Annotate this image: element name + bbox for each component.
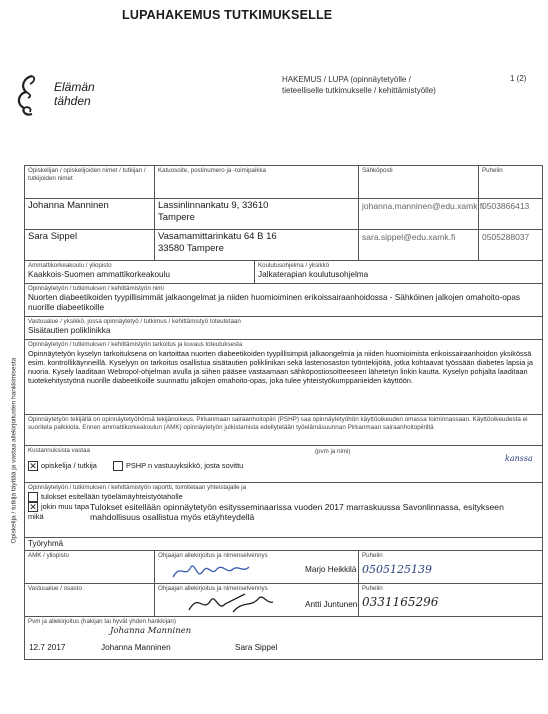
costs-student-checkbox[interactable]: ✕ bbox=[29, 460, 37, 471]
amk-supervisor-phone[interactable]: 0505125139 bbox=[362, 562, 433, 576]
rights-row bbox=[25, 415, 543, 446]
unit-value[interactable]: Sisätautien poliklinikka bbox=[28, 325, 111, 335]
unit-signature-label: Ohjaajan allekirjoitus ja nimenselvennys bbox=[158, 585, 268, 592]
applicant-city[interactable]: 33580 Tampere bbox=[158, 243, 224, 254]
thesis-title-row bbox=[25, 284, 543, 317]
costs-pshp-label: PSHP n vastuuyksikkö, josta sovittu bbox=[125, 460, 244, 470]
report-results-checkbox[interactable] bbox=[28, 492, 38, 502]
rights-text: Opinnäytetyön tekijällä on opinnäytetyöhönsä tekijänoikeus. Pirkanmaan sairaanhoitopiiri (PSHP) saa opinnäytetyöhön käyttöoikeuden omassa toiminnassaan. Käyttöoikeudesta ei suoriteta palkkiota. Ennen ammattikorkeakoulun (AMK) opinnäytetyön julkistamista edellytetään työelämäsuunnan Pirkanmaan sairaanhoitopiiriltä bbox=[28, 416, 528, 431]
applicant-row bbox=[25, 230, 543, 261]
amk-phone-label: Puhelin bbox=[362, 552, 383, 559]
signature-date[interactable]: 12.7 2017 bbox=[29, 643, 66, 652]
applicant-email[interactable]: johanna.manninen@edu.xamk.fi bbox=[362, 201, 485, 211]
applicant-phone[interactable]: 0503866413 bbox=[482, 201, 530, 211]
applicant-phone[interactable]: 0505288037 bbox=[482, 232, 530, 242]
page-number: 1 (2) bbox=[510, 74, 527, 83]
applicant-email[interactable]: sara.sippel@edu.xamk.fi bbox=[362, 232, 456, 242]
amk-label: AMK / yliopisto bbox=[28, 552, 69, 559]
costs-handwritten: kanssa bbox=[505, 454, 533, 463]
unit-supervisor-label: Vastuualue / osasto bbox=[28, 585, 82, 592]
unit-supervisor-name[interactable]: Antti Juntunen bbox=[305, 600, 358, 609]
address-label: Katuosoite, postinumero ja -toimipaikka bbox=[158, 167, 266, 174]
side-instruction: Opiskelija / tutkija täyttää ja vastaa allekirjoitusten hankkimisesta bbox=[10, 357, 18, 544]
purpose-label: Opinnäytetyön / tutkimuksen / kehittämistyön tarkoitus ja kuvaus toteutuksesta bbox=[28, 341, 243, 348]
unit-signature-icon bbox=[185, 590, 275, 616]
thesis-title-value[interactable]: Nuorten diabeetikoiden tyypillisimmät jalkaongelmat ja niiden huomioiminen erikoissairaanhoidossa - Sähköinen jalkojen omahoito-opas nuorille diabeetikoille bbox=[28, 292, 520, 312]
costs-label: Kustannuksista vastaa bbox=[28, 447, 90, 454]
costs-pshp-checkbox[interactable] bbox=[113, 461, 123, 471]
school-row bbox=[25, 261, 543, 284]
applicant-address[interactable]: Lassinlinnankatu 9, 33610 bbox=[158, 200, 269, 211]
program-label: Koulutusohjelma / yksikkö bbox=[258, 262, 330, 269]
signature-name-2[interactable]: Sara Sippel bbox=[235, 643, 278, 652]
program-value[interactable]: Jalkaterapian koulutusohjelma bbox=[258, 269, 369, 279]
signature-row bbox=[25, 617, 543, 660]
unit-label: Vastuualue / yksikkö, jossa opinnäytetyö / tutkimus / kehittämistyö toteutetaan bbox=[28, 318, 241, 325]
unit-supervisor-row bbox=[25, 584, 543, 617]
logo-text: Elämän tähden bbox=[54, 80, 95, 108]
amk-signature-icon bbox=[171, 559, 251, 583]
signature-scrawl: Johanna Manninen bbox=[110, 626, 192, 636]
report-other-label: jokin muu tapa mikä bbox=[28, 501, 90, 521]
amk-signature-label: Ohjaajan allekirjoitus ja nimenselvennys bbox=[158, 552, 268, 559]
applicant-row bbox=[25, 199, 543, 230]
heart-logo-icon bbox=[14, 72, 48, 118]
application-form bbox=[24, 165, 543, 660]
signature-name-1[interactable]: Johanna Manninen bbox=[101, 643, 171, 652]
report-label: Opinnäytetyön / tutkimuksen / kehittämistyön raportti, toimitetaan yhteistajalle ja bbox=[28, 484, 247, 491]
applicant-address[interactable]: Vasamamittarinkatu 64 B 16 bbox=[158, 231, 277, 242]
costs-student-label: opiskelija / tutkija bbox=[41, 460, 97, 470]
workgroup-header-row bbox=[25, 538, 543, 551]
unit-phone-label: Puhelin bbox=[362, 585, 383, 592]
amk-supervisor-row bbox=[25, 551, 543, 584]
unit-row bbox=[25, 317, 543, 340]
purpose-row bbox=[25, 340, 543, 415]
costs-date-label: (pvm ja nimi) bbox=[315, 448, 351, 455]
phone-label: Puhelin bbox=[482, 167, 503, 174]
thesis-title-label: Opinnäytetyön / tutkimuksen / kehittämistyön nimi bbox=[28, 285, 164, 292]
applicant-name[interactable]: Sara Sippel bbox=[28, 231, 78, 242]
report-other-checkbox[interactable]: ✕ bbox=[29, 501, 37, 512]
report-results-label: tulokset esitellään työelämäyhteistyötaholle bbox=[41, 491, 183, 501]
report-value[interactable]: Tulokset esitellään opinnäytetyön esitysseminaarissa vuoden 2017 marraskuussa Savonlinnassa, esitykseen mahdollisuus osallistua myös etäyhteydellä bbox=[90, 501, 504, 523]
email-label: Sähköposti bbox=[362, 167, 393, 174]
school-value[interactable]: Kaakkois-Suomen ammattikorkeakoulu bbox=[28, 269, 170, 279]
document-title: LUPAHAKEMUS TUTKIMUKSELLE bbox=[122, 8, 333, 22]
workgroup-header: Työryhmä bbox=[28, 539, 64, 548]
applicant-name[interactable]: Johanna Manninen bbox=[28, 200, 109, 211]
unit-supervisor-phone[interactable]: 0331165296 bbox=[362, 594, 439, 609]
application-type: HAKEMUS / LUPA (opinnäytetyölle / tieteelliselle tutkimukselle / kehittämistyölle) bbox=[282, 75, 436, 95]
signature-label: Pvm ja allekirjoitus (hakijan tai hyvät yhden hankkijan) bbox=[28, 618, 176, 625]
logo bbox=[14, 72, 124, 122]
amk-supervisor-name[interactable]: Marjo Heikkilä bbox=[305, 565, 357, 574]
costs-row bbox=[25, 446, 543, 483]
applicant-header-row bbox=[25, 166, 543, 199]
report-row bbox=[25, 483, 543, 538]
name-label: Opiskelijan / opiskelijoiden nimet / tutkijan / tutkijoiden nimet bbox=[28, 167, 146, 182]
purpose-value[interactable]: Opinnäytetyön kyselyn tarkoituksena on kartoittaa nuorten diabeetikoiden tyypillisimpiä jalkaongelmia ja niiden huomioimista erikoissairaanhoidon yksikössä esim. kontrollikäynneillä. Kyselyyn on tarkoitus osallistua sisätautien poliklinikan sekä lastenosaston työntekijöitä, jotka kohtaavat työssään diabetes lapsia ja nuoria. Kysely laaditaan Webropol-ohjelman avulla ja siihen pääsee vastaamaan sähköpostiosoitteeseen lähetetyn linkin kautta. Kyselyn pohjalta laaditaan tuotekehitystyönä nuorille diabeetikoille suunnattu jalkojen omahoito-opas, joka tulee yhteistyökumppanieiden käyttöön. bbox=[28, 348, 533, 386]
school-label: Ammattikorkeakoulu / yliopisto bbox=[28, 262, 112, 269]
applicant-city[interactable]: Tampere bbox=[158, 212, 195, 223]
